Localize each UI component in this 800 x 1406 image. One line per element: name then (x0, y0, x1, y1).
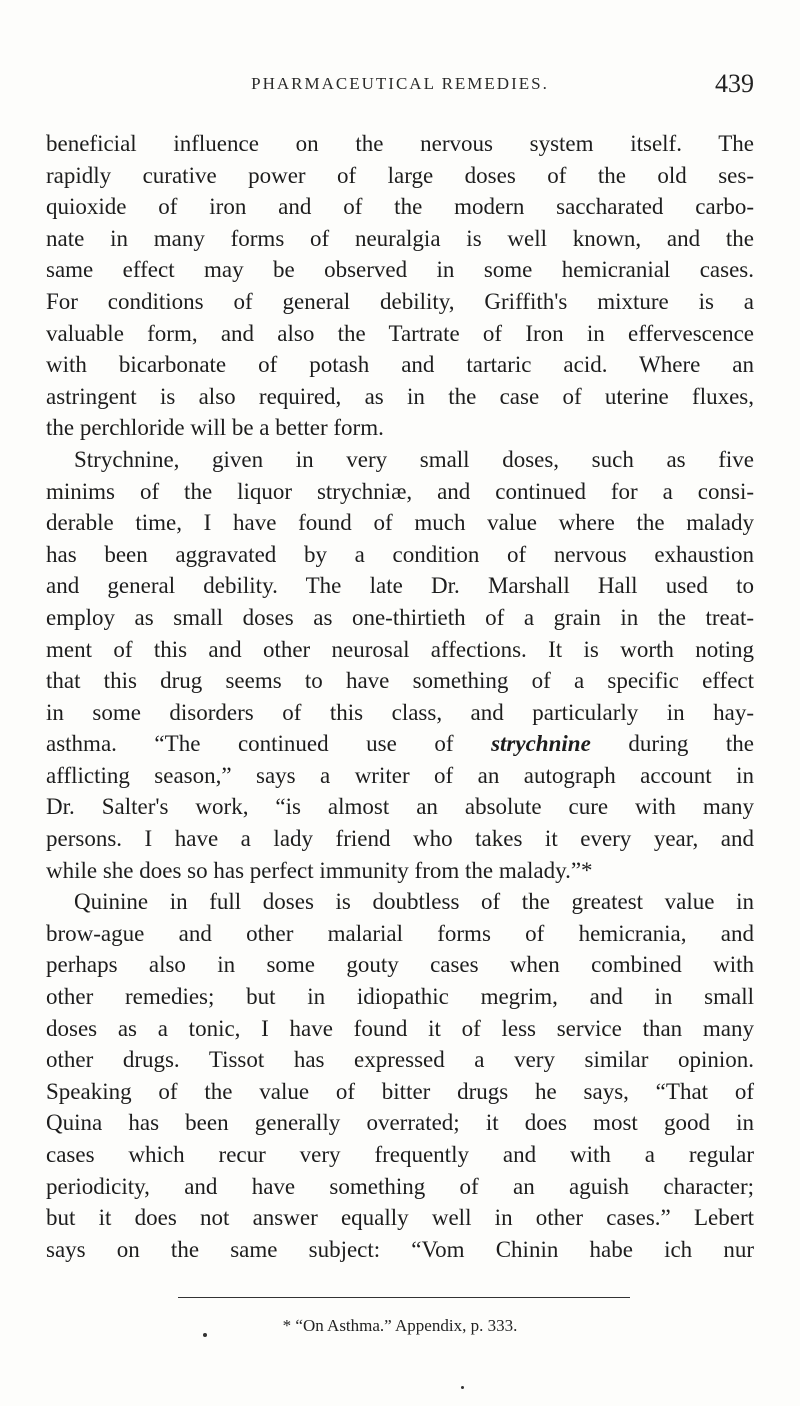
text-line: doses as a tonic, I have found it of less service than many (46, 1015, 754, 1041)
text-line: with bicarbonate of potash and tartaric acid. Where an (46, 352, 754, 378)
text-line: employ as small doses as one-thirtieth of a grain in the treat- (46, 604, 754, 630)
footnote-rule (178, 1297, 630, 1298)
text-segment: asthma. “The continued use of (46, 731, 454, 757)
text-line: the perchloride will be a better form. (46, 415, 384, 441)
text-line: in some disorders of this class, and particularly in hay- (46, 699, 754, 725)
text-line: astringent is also required, as in the case of uterine fluxes, (46, 383, 754, 409)
text-line: that this drug seems to have something of a specific effect (46, 668, 754, 694)
text-line: has been aggravated by a condition of nervous exhaustion (46, 541, 754, 567)
text-line: nate in many forms of neuralgia is well known, and the (46, 225, 754, 251)
text-line: other remedies; but in idiopathic megrim, and in small (46, 984, 754, 1010)
text-line: minims of the liquor strychniæ, and continued for a consi- (46, 478, 754, 504)
text-line: beneficial influence on the nervous system itself. The (46, 131, 754, 156)
text-line: Strychnine, given in very small doses, such as five (74, 446, 754, 472)
text-line: while she does so has perfect immunity from the malady.”* (46, 857, 593, 883)
text-line: Dr. Salter's work, “is almost an absolute cure with many (46, 794, 754, 820)
running-head (46, 69, 754, 104)
text-line: quioxide of iron and of the modern saccharated carbo- (46, 194, 754, 220)
text-line: persons. I have a lady friend who takes it every year, and (46, 826, 754, 852)
running-title: PHARMACEUTICAL REMEDIES. (251, 74, 549, 93)
text-line: periodicity, and have something of an aguish character; (46, 1173, 754, 1199)
text-line: but it does not answer equally well in other cases.” Lebert (46, 1205, 754, 1231)
text-line: cases which recur very frequently and with a regular (46, 1142, 754, 1167)
text-line: same effect may be observed in some hemicranial cases. (46, 257, 754, 283)
text-line: other drugs. Tissot has expressed a very similar opinion. (46, 1047, 754, 1073)
text-line: afflicting season,” says a writer of an autograph account in (46, 762, 754, 788)
text-line: ment of this and other neurosal affections. It is worth noting (46, 636, 754, 662)
footnote: * “On Asthma.” Appendix, p. 333. (282, 1316, 518, 1335)
text-line: brow-ague and other malarial forms of hemicrania, and (46, 920, 754, 946)
text-line: Quina has been generally overrated; it does most good in (46, 1110, 754, 1136)
page-number: 439 (715, 69, 754, 98)
body-text (46, 128, 754, 1265)
ink-speck (203, 1333, 207, 1337)
text-line: derable time, I have found of much value where the malady (46, 510, 754, 536)
text-segment: during the (628, 731, 755, 757)
text-line: For conditions of general debility, Griffith's mixture is a (46, 288, 754, 314)
ink-speck (461, 1386, 464, 1389)
text-line: Speaking of the value of bitter drugs he says, “That of (46, 1078, 754, 1104)
text-line: perhaps also in some gouty cases when combined with (46, 952, 754, 978)
text-line: rapidly curative power of large doses of the old ses- (46, 162, 754, 188)
text-line-with-italic (46, 728, 754, 760)
text-line: and general debility. The late Dr. Marshall Hall used to (46, 573, 754, 599)
text-line: Quinine in full doses is doubtless of the greatest value in (74, 889, 754, 915)
italic-term: strychnine (491, 731, 591, 757)
text-line: valuable form, and also the Tartrate of Iron in effervescence (46, 320, 754, 346)
text-line: says on the same subject: “Vom Chinin habe ich nur (46, 1236, 754, 1262)
